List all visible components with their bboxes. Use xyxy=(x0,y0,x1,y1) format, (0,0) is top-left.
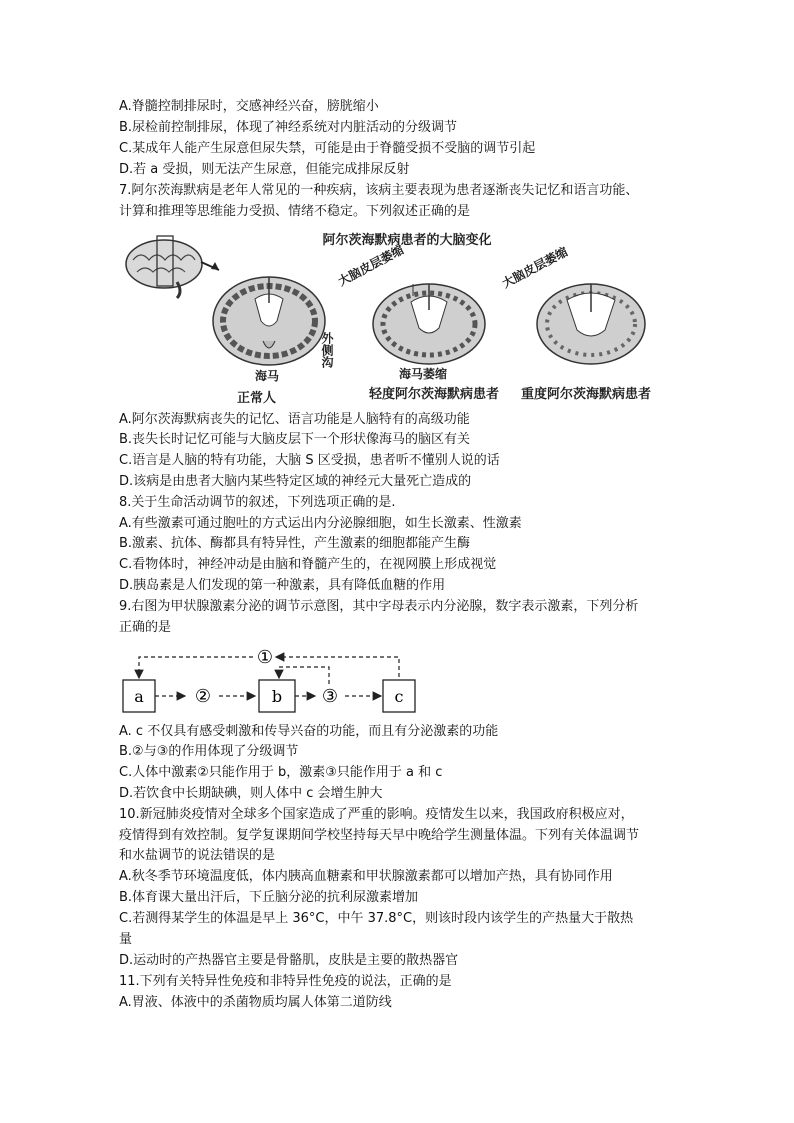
thyroid-regulation-diagram xyxy=(119,640,419,720)
q7-stem-line-2: 计算和推理等思维能力受损、情绪不稳定。下列叙述正确的是 xyxy=(119,204,471,219)
q9-option-c: C.人体中激素②只能作用于 b，激素③只能作用于 a 和 c xyxy=(119,765,443,780)
label-cortex-atrophy-1: 大脑皮层萎缩 xyxy=(335,242,406,289)
gland-b-label: b xyxy=(271,687,283,706)
q9-stem-line-2: 正确的是 xyxy=(119,620,172,635)
q8-option-d: D.胰岛素是人们发现的第一种激素，具有降低血糖的作用 xyxy=(119,578,446,593)
normal-brain-section xyxy=(213,277,325,365)
q8-option-a: A.有些激素可通过胞吐的方式运出内分泌腺细胞，如生长激素、性激素 xyxy=(119,516,522,531)
label-mild-patient: 轻度阿尔茨海默病患者 xyxy=(369,387,500,402)
gland-c-label: c xyxy=(394,687,404,706)
label-cortex-atrophy-2: 大脑皮层萎缩 xyxy=(499,244,570,291)
label-hippocampus: 海马 xyxy=(255,369,280,383)
q9-option-b: B.②与③的作用体现了分级调节 xyxy=(119,744,299,759)
q10-option-d: D.运动时的产热器官主要是骨骼肌，皮肤是主要的散热器官 xyxy=(119,953,459,968)
alzheimer-brain-figure xyxy=(119,226,679,404)
label-lateral-sulcus: 外侧沟 xyxy=(320,332,334,368)
q6-option-c: C.某成年人能产生尿意但尿失禁，可能是由于脊髓受损不受脑的调节引起 xyxy=(119,141,536,156)
q9-stem-line-1: 9.右图为甲状腺激素分泌的调节示意图，其中字母表示内分泌腺，数字表示激素，下列分析 xyxy=(119,599,639,614)
q10-stem-line-2: 疫情得到有效控制。复学复课期间学校坚持每天早中晚给学生测量体温。下列有关体温调节 xyxy=(119,828,640,843)
q6-option-b: B.尿检前控制排尿，体现了神经系统对内脏活动的分级调节 xyxy=(119,120,458,135)
hormone-2-label: ② xyxy=(194,686,212,707)
q8-option-b: B.激素、抗体、酶都具有特异性，产生激素的细胞都能产生酶 xyxy=(119,536,471,551)
q10-option-c-cont: 量 xyxy=(119,932,133,947)
figure-title: 阿尔茨海默病患者的大脑变化 xyxy=(322,233,492,248)
q10-stem-line-3: 和水盐调节的说法错误的是 xyxy=(119,848,276,863)
q10-stem-line-1: 10.新冠肺炎疫情对全球多个国家造成了严重的影响。疫情发生以来，我国政府积极应对， xyxy=(119,807,634,822)
q9-option-a: A. c 不仅具有感受刺激和传导兴奋的功能，而且有分泌激素的功能 xyxy=(119,724,499,739)
hormone-1-label: ① xyxy=(256,647,274,668)
q11-option-a: A.胃液、体液中的杀菌物质均属人体第二道防线 xyxy=(119,995,392,1010)
q11-stem: 11.下列有关特异性免疫和非特异性免疫的说法，正确的是 xyxy=(119,974,452,989)
q10-option-c: C.若测得某学生的体温是早上 36°C，中午 37.8°C，则该时段内该学生的产热量大于散热 xyxy=(119,911,634,926)
q8-stem: 8.关于生命活动调节的叙述，下列选项正确的是. xyxy=(119,495,396,510)
q7-option-d: D.该病是由患者大脑内某些特定区域的神经元大量死亡造成的 xyxy=(119,474,472,489)
q6-option-a: A.脊髓控制排尿时，交感神经兴奋，膀胱缩小 xyxy=(119,99,379,114)
q7-option-a: A.阿尔茨海默病丧失的记忆、语言功能是人脑特有的高级功能 xyxy=(119,412,470,427)
q7-option-b: B.丧失长时记忆可能与大脑皮层下一个形状像海马的脑区有关 xyxy=(119,432,471,447)
label-hippocampus-atrophy: 海马萎缩 xyxy=(399,367,448,381)
label-normal-person: 正常人 xyxy=(237,391,277,404)
q7-option-c: C.语言是人脑的特有功能，大脑 S 区受损，患者听不懂别人说的话 xyxy=(119,453,500,468)
q6-option-d: D.若 a 受损，则无法产生尿意，但能完成排尿反射 xyxy=(119,162,410,177)
q10-option-a: A.秋冬季节环境温度低，体内胰高血糖素和甲状腺激素都可以增加产热，具有协同作用 xyxy=(119,869,613,884)
gland-a-label: a xyxy=(134,687,144,706)
hormone-3-label: ③ xyxy=(321,686,339,707)
q9-option-d: D.若饮食中长期缺碘，则人体中 c 会增生肿大 xyxy=(119,786,383,801)
q10-option-b: B.体育课大量出汗后，下丘脑分泌的抗利尿激素增加 xyxy=(119,890,419,905)
severe-ad-brain-section xyxy=(537,284,645,364)
q8-option-c: C.看物体时，神经冲动是由脑和脊髓产生的，在视网膜上形成视觉 xyxy=(119,557,497,572)
q7-stem-line-1: 7.阿尔茨海默病是老年人常见的一种疾病，该病主要表现为患者逐渐丧失记忆和语言功能、 xyxy=(119,183,639,198)
label-severe-patient: 重度阿尔茨海默病患者 xyxy=(521,387,652,402)
mild-ad-brain-section xyxy=(373,284,485,364)
brain-side-sketch xyxy=(126,236,202,298)
